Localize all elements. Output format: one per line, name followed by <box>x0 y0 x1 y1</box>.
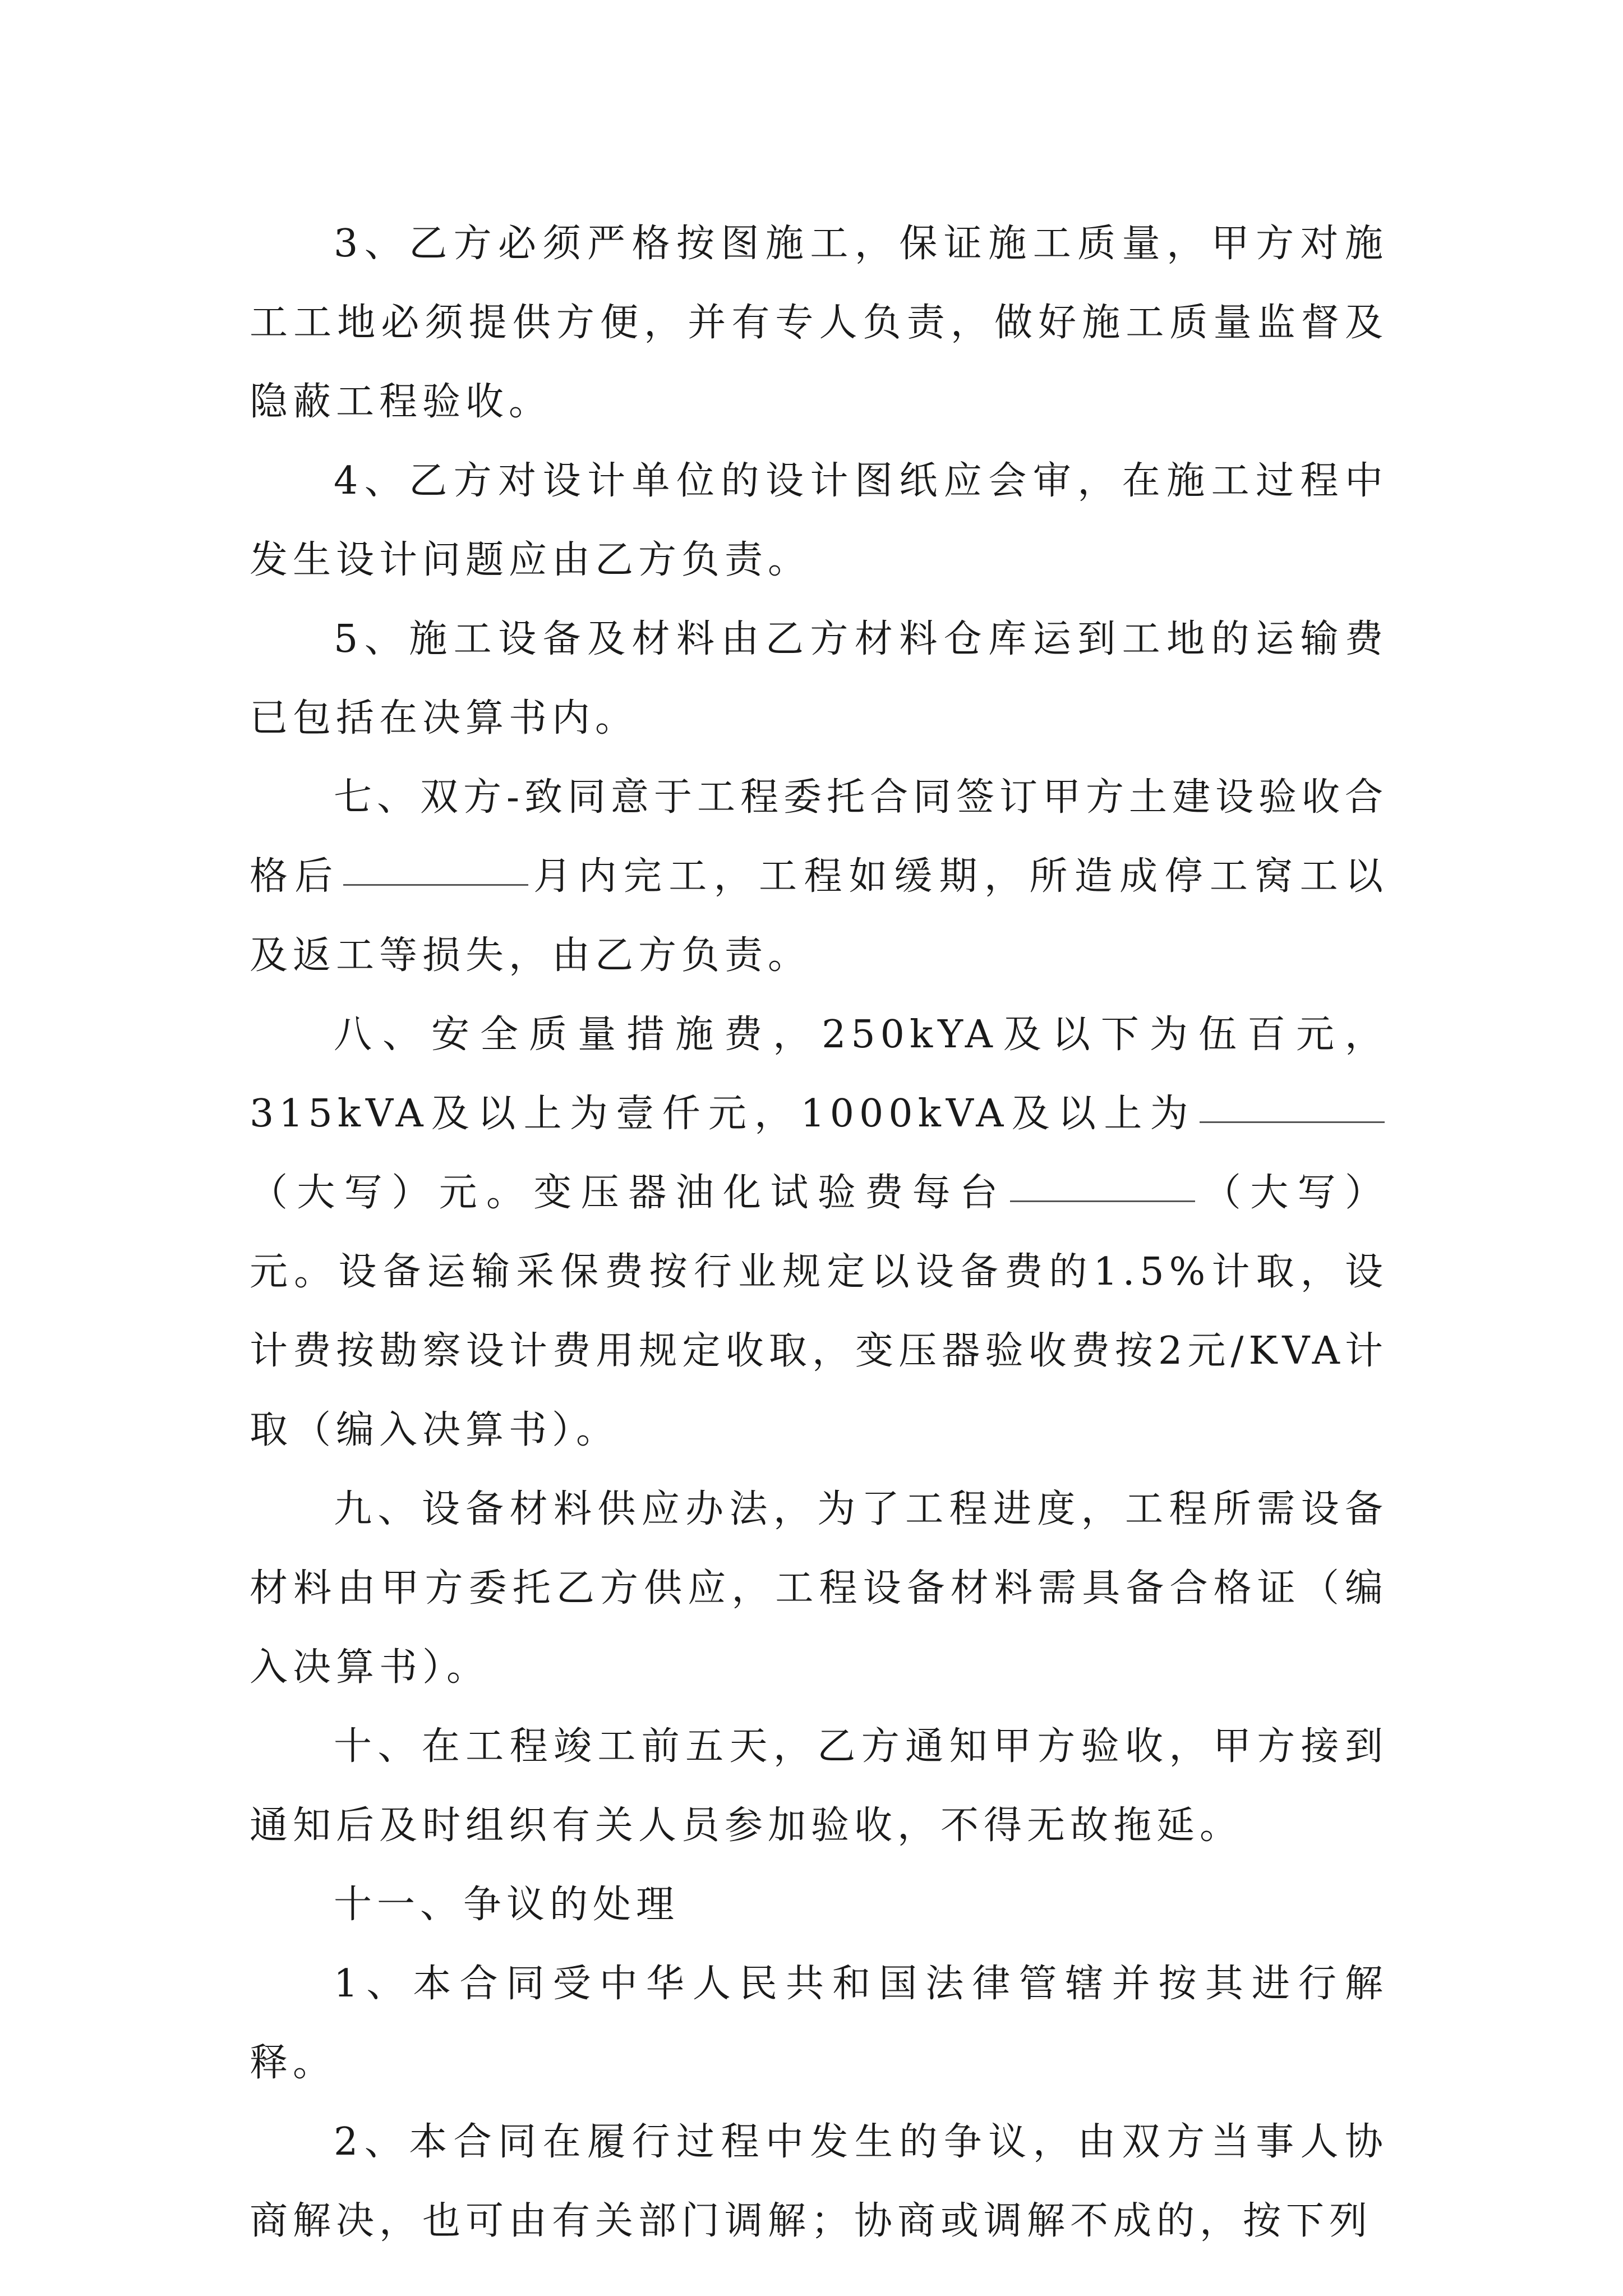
clause-text: 九、设备材料供应办法，为了工程进度，工程所需设备材料由甲方委托乙方供应，工程设备材料需具备合格证（编入决算书）。 <box>250 1487 1388 1690</box>
clause-9 <box>250 1470 1388 1707</box>
clause-text: （大写）元。变压器油化试验费每台 <box>250 1171 1007 1215</box>
fill-in-blank[interactable] <box>343 884 528 886</box>
clause-text: 月内完工，工程如缓期，所造成停工窝工以及返工等损失，由乙方负责。 <box>250 854 1388 978</box>
fill-in-blank[interactable] <box>1010 1200 1195 1202</box>
clause-7 <box>250 758 1388 995</box>
fill-in-blank[interactable] <box>1200 1121 1385 1123</box>
clause-11-item-1 <box>250 1944 1388 2102</box>
clause-text: 2、本合同在履行过程中发生的争议，由双方当事人协商解决，也可由有关部门调解；协商或调解不成的，按下列 <box>250 2120 1388 2243</box>
clause-text: （大写）元。设备运输采保费按行业规定以设备费的1.5%计取，设计费按勘察设计费用规定收取，变压器验收费按2元/KVA计取（编入决算书）。 <box>250 1171 1388 1452</box>
clause-text: 5、施工设备及材料由乙方材料仓库运到工地的运输费已包括在决算书内。 <box>250 617 1388 740</box>
clause-8 <box>250 995 1388 1470</box>
clause-text: 4、乙方对设计单位的设计图纸应会审，在施工过程中发生设计问题应由乙方负责。 <box>250 459 1388 582</box>
clause-text: 十一、争议的处理 <box>334 1883 680 1927</box>
clause-text: 1、本合同受中华人民共和国法律管辖并按其进行解释。 <box>250 1962 1388 2085</box>
clause-text: 3、乙方必须严格按图施工，保证施工质量，甲方对施工工地必须提供方便，并有专人负责，做好施工质量监督及隐蔽工程验收。 <box>250 222 1388 424</box>
clause-6-item-4 <box>250 441 1388 600</box>
clause-6-item-5 <box>250 600 1388 758</box>
clause-11-heading <box>250 1865 1388 1944</box>
clause-text: 十、在工程竣工前五天，乙方通知甲方验收，甲方接到通知后及时组织有关人员参加验收，不得无故拖延。 <box>250 1724 1388 1848</box>
clause-11-item-2 <box>250 2102 1388 2261</box>
clause-6-item-3 <box>250 204 1388 441</box>
clause-text: 七、双方-致同意于工程委托合同签订甲方土建设验收合格后 <box>250 775 1388 899</box>
document-body <box>250 204 1388 2261</box>
clause-text: 八、安全质量措施费，250kYA及以下为伍百元，315kVA及以上为壹仟元，1000kVA及以上为 <box>250 1013 1388 1136</box>
clause-10 <box>250 1707 1388 1865</box>
